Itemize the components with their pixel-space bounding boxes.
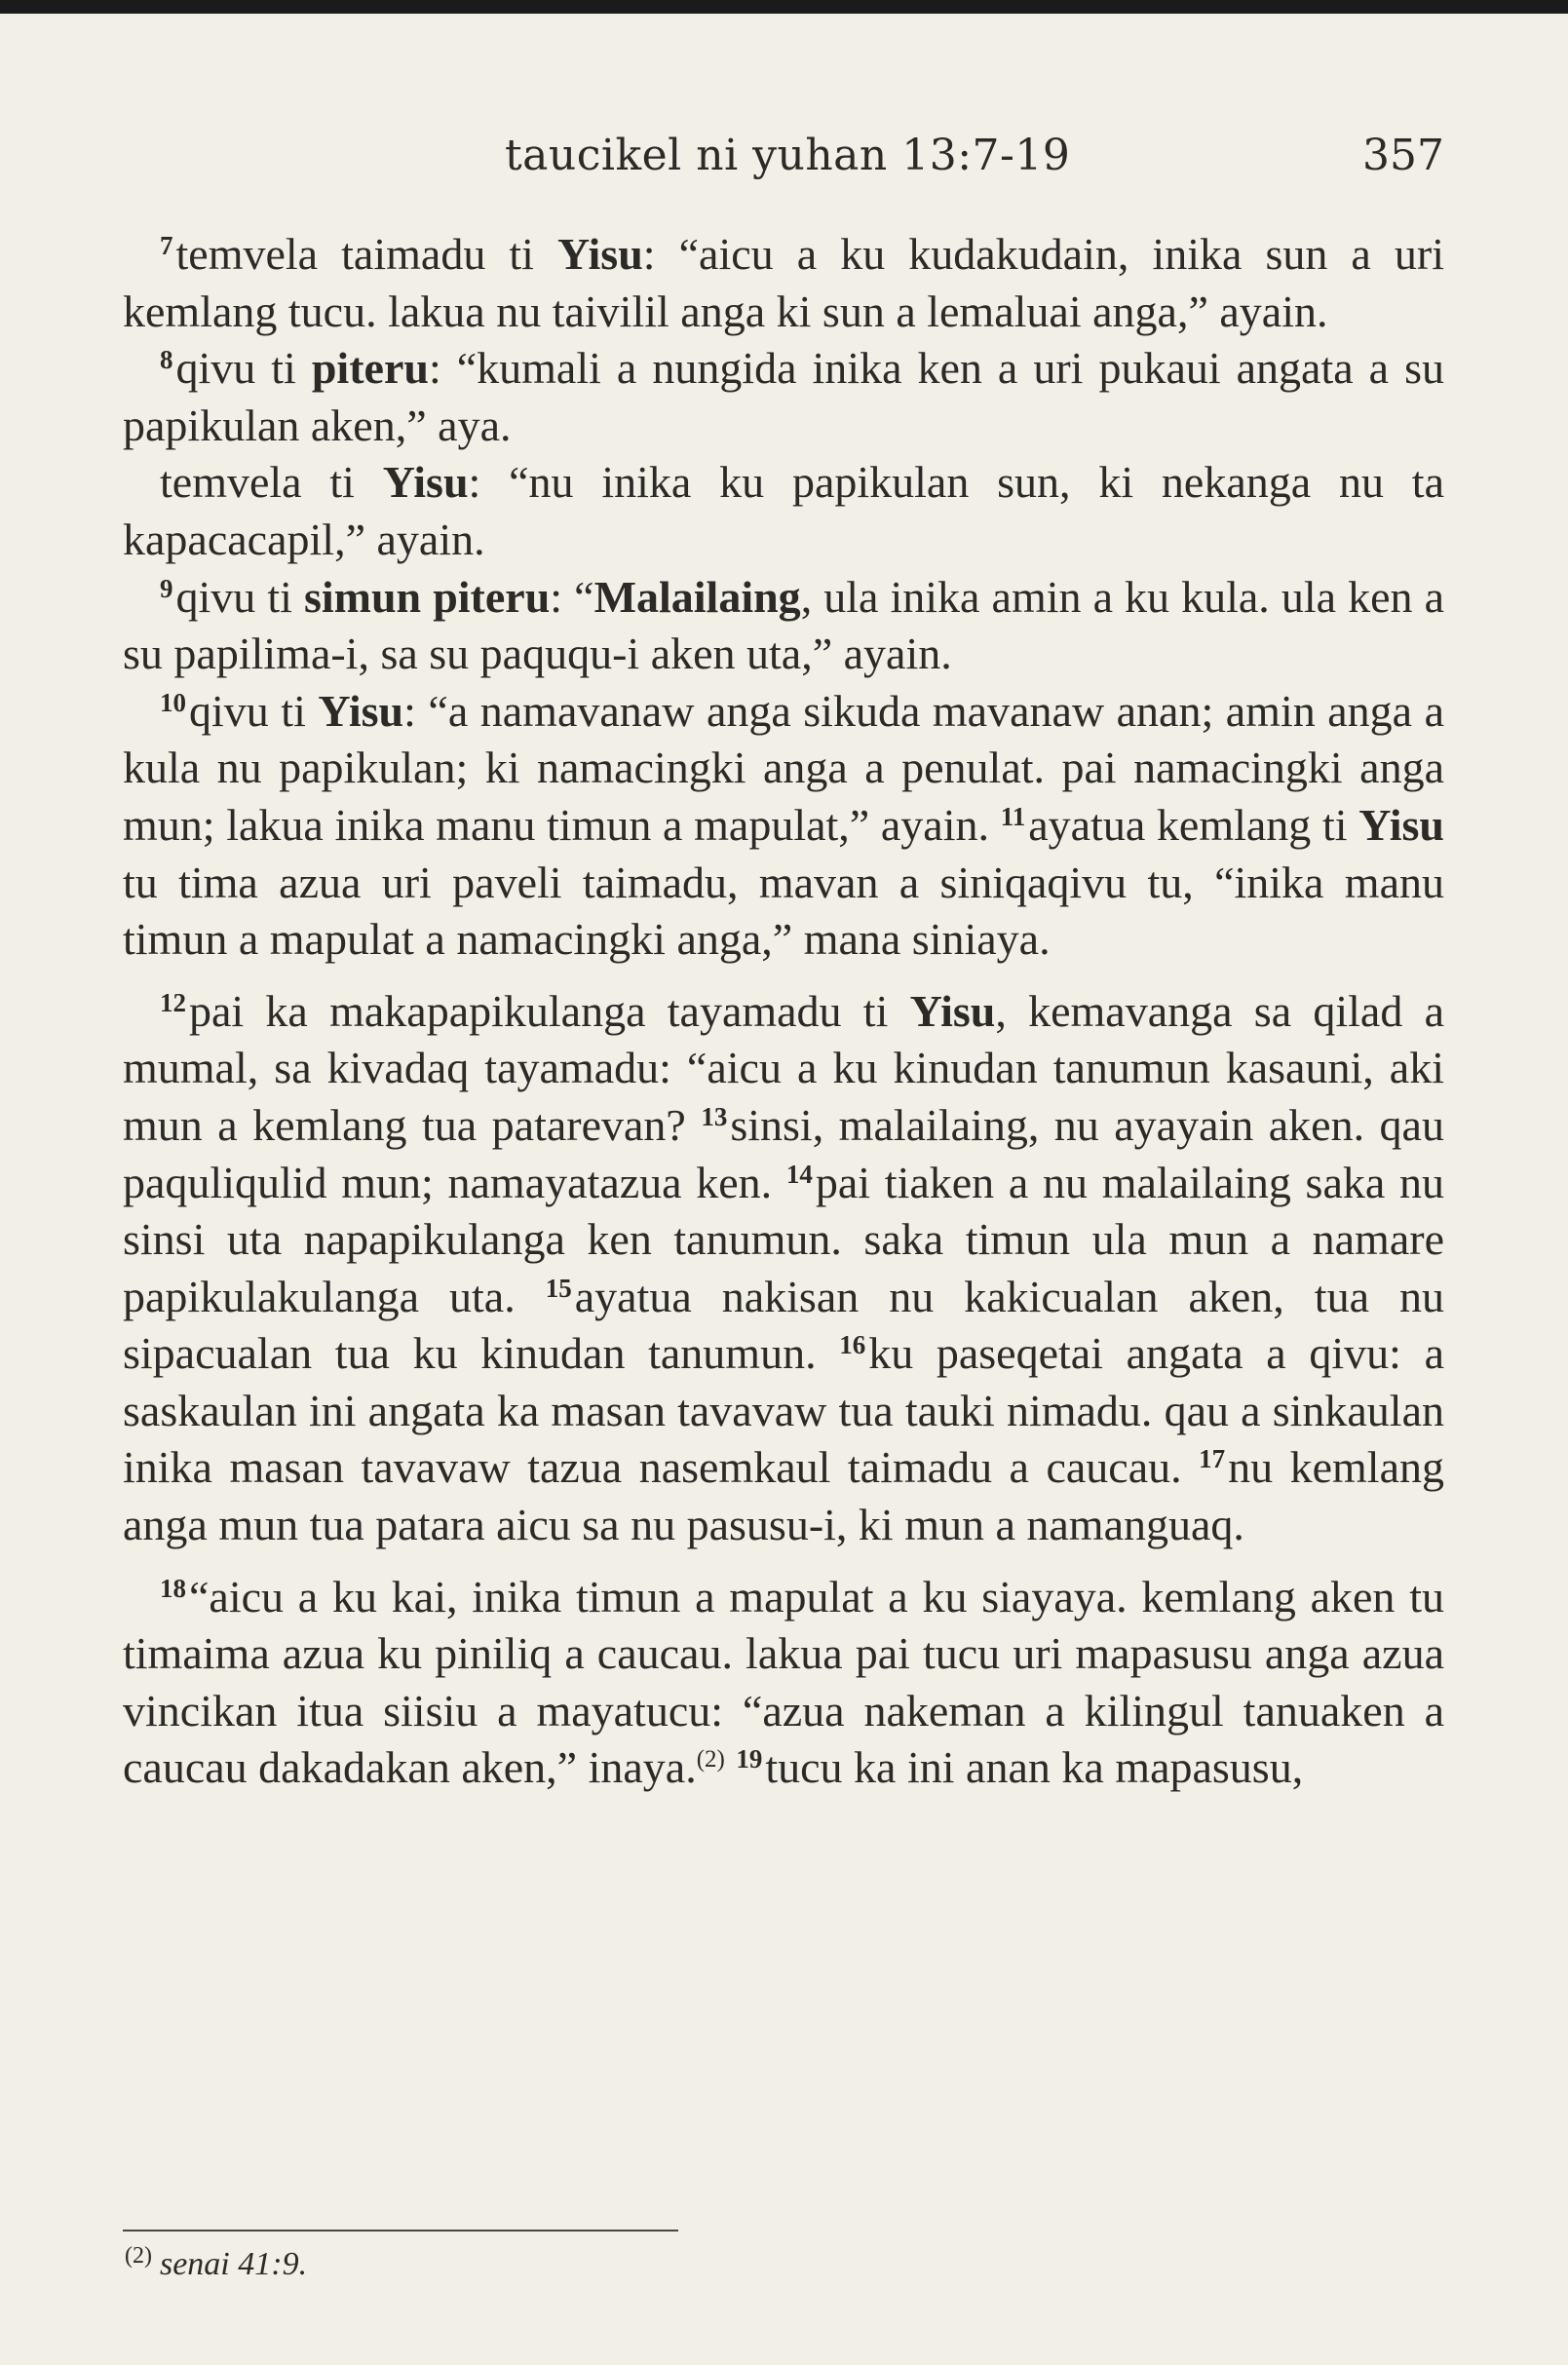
footnote-text: senai 41:9. xyxy=(159,2246,308,2282)
text-run: qivu ti xyxy=(175,343,312,394)
footnote-marker: (2) xyxy=(125,2243,152,2269)
verse-number: 10 xyxy=(160,687,186,717)
text-run: : “a namavanaw anga sikuda mavanaw anan; amin anga a kula nu papikulan; ki namacingki anga a penulat. pai namacingki anga mun; lakua inika manu timun a mapulat,” ayain. xyxy=(123,685,1445,850)
text-run: temvela taimadu ti xyxy=(175,229,558,279)
bold-name: Yisu xyxy=(382,457,469,508)
text-run: : “aicu a ku kudakudain, inika sun a uri kemlang tucu. lakua nu taivilil anga ki sun a lemaluai anga,” ayain. xyxy=(123,229,1445,336)
bold-name: piteru xyxy=(311,343,429,394)
text-run: : “kumali a nungida inika ken a uri pukaui angata a su papikulan aken,” aya. xyxy=(123,343,1444,450)
footnote-ref: (2) xyxy=(696,1746,725,1774)
bold-name: Yisu xyxy=(318,685,404,736)
text-run: ayatua nakisan nu kakicualan aken, tua nu sipacualan tua ku kinudan tanumun. xyxy=(123,1271,1444,1379)
text-run: tucu ka ini anan ka mapasusu, xyxy=(765,1742,1304,1793)
paragraph xyxy=(123,226,1444,340)
bold-name: Yisu xyxy=(1358,799,1444,850)
paragraph xyxy=(123,340,1444,454)
bold-name: simun piteru xyxy=(303,571,551,622)
verse-number: 9 xyxy=(160,573,173,603)
verse-number: 7 xyxy=(160,231,173,260)
paragraph xyxy=(123,1569,1444,1797)
paragraph xyxy=(123,454,1444,568)
verse-number: 12 xyxy=(160,987,186,1017)
text-run: : “nu inika ku papikulan sun, ki nekanga nu ta kapacacapil,” ayain. xyxy=(123,457,1444,564)
verse-number: 17 xyxy=(1199,1444,1226,1474)
bold-name: Yisu xyxy=(557,229,643,279)
running-header xyxy=(123,117,1444,195)
text-run xyxy=(725,1742,737,1792)
body-text xyxy=(123,226,1444,1797)
text-run: qivu ti xyxy=(175,571,304,622)
text-run: , kemavanga sa qilad a mumal, sa kivadaq tayamadu: “aicu a ku kinudan tanumun kasauni, aki mun a kemlang tua patarevan? xyxy=(123,985,1444,1150)
text-run: ku paseqetai angata a qivu: a saskaulan ini angata ka masan tavavaw tua tauki nimadu. qau a sinkaulan inika masan tavavaw tazua nasemkaul taimadu a caucau. xyxy=(123,1328,1444,1493)
verse-number: 13 xyxy=(701,1101,728,1131)
text-run: “aicu a ku kai, inika timun a mapulat a ku siayaya. kemlang aken tu timaima azua ku piniliq a caucau. lakua pai tucu uri mapasusu anga azua vincikan itua siisiu a mayatucu: “azua nakeman a kilingul tanuaken a caucau dakadakan aken,” inaya. xyxy=(123,1571,1444,1793)
paragraph xyxy=(123,683,1444,969)
verse-number: 14 xyxy=(785,1159,813,1189)
verse-number: 18 xyxy=(160,1573,186,1603)
text-run: tu tima azua uri paveli taimadu, mavan a siniqaqivu tu, “inika manu timun a mapulat a namacingki anga,” mana siniaya. xyxy=(123,857,1444,965)
page-number: 357 xyxy=(1362,131,1444,180)
text-run: qivu ti xyxy=(189,685,319,736)
text-run: pai tiaken a nu malailaing saka nu sinsi uta napapikulanga ken tanumun. saka timun ula mun a namare papikulakulanga uta. xyxy=(123,1157,1444,1321)
footnote xyxy=(125,2243,307,2283)
paragraph xyxy=(123,983,1444,1554)
text-run: temvela ti xyxy=(160,457,383,508)
verse-number: 11 xyxy=(1000,801,1026,831)
text-run: ayatua kemlang ti xyxy=(1028,799,1359,850)
verse-number: 8 xyxy=(160,345,173,375)
verse-number: 15 xyxy=(545,1273,572,1303)
text-run: , ula inika amin a ku kula. ula ken a su papilima-i, sa su paququ-i aken uta,” ayain. xyxy=(123,571,1445,679)
footnote-rule xyxy=(123,2230,678,2231)
bold-name: Yisu xyxy=(909,985,996,1036)
bold-name: Malailaing xyxy=(593,571,801,622)
text-run: : “ xyxy=(550,571,594,622)
text-run: sinsi, malailaing, nu ayayain aken. qau paquliqulid mun; namayatazua ken. xyxy=(123,1099,1444,1207)
verse-number: 19 xyxy=(736,1744,763,1774)
paragraph xyxy=(123,569,1444,683)
verse-number: 16 xyxy=(839,1330,866,1360)
text-run: pai ka makapapikulanga tayamadu ti xyxy=(189,985,910,1036)
running-title: taucikel ni yuhan 13:7-19 xyxy=(505,131,1071,180)
text-run: nu kemlang anga mun tua patara aicu sa nu pasusu-i, ki mun a namanguaq. xyxy=(123,1442,1444,1550)
